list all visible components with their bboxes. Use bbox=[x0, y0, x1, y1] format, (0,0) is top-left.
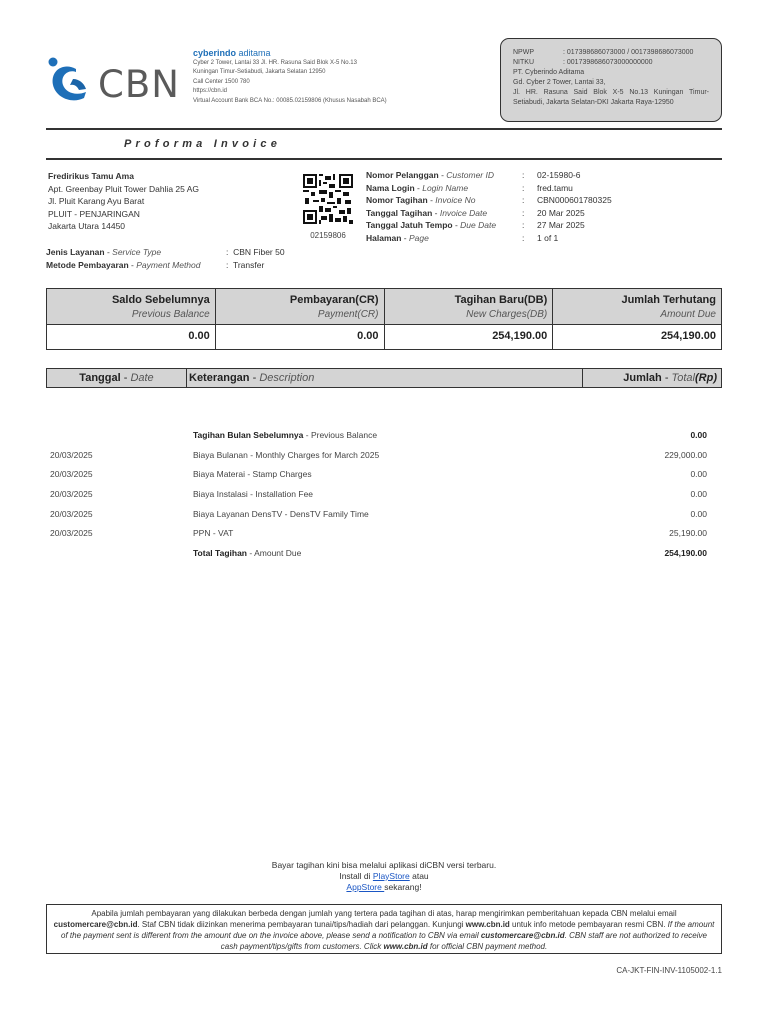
invoice-meta: Nomor Pelanggan - Customer ID : 02-15980-6 Nama Login - Login Name : fred.tamu Nomor Tagihan - Invoice No : CBN000601780325 Tanggal Tagihan - Invoice Date : 20 Mar 2025 Tanggal Jatuh Tempo - Due Date : 27 Mar 2025 Halaman - Page : 1 of 1 bbox=[366, 170, 612, 243]
service-info: Jenis Layanan - Service Type : CBN Fiber 50 Metode Pembayaran - Payment Method : Transfer bbox=[46, 247, 285, 270]
tax-info-box: NPWP : 017398686073000 / 0017398686073000 NITKU : 0017398686073000000000 PT. Cyberindo Aditama Gd. Cyber 2 Tower, Lantai 33, Jl. HR. Rasuna Said Blok X-5 No.13 Kuningan Timur-Setiabudi, Jakarta Selatan-DKI Jakarta Raya-12950 bbox=[500, 38, 722, 122]
company-info bbox=[193, 47, 493, 106]
detail-header-date: Tanggal - Date bbox=[47, 369, 187, 387]
playstore-link[interactable]: PlayStore bbox=[372, 871, 410, 881]
list-item: 20/03/2025 Biaya Layanan DensTV - DensTV Family Time 0.00 bbox=[50, 508, 707, 519]
list-item: Tagihan Bulan Sebelumnya - Previous Balance 0.00 bbox=[193, 430, 707, 440]
list-item: Total Tagihan - Amount Due 254,190.00 bbox=[193, 548, 707, 559]
summary-header: Pembayaran(CR) Payment(CR) bbox=[216, 289, 385, 324]
qr-number: 02159806 bbox=[310, 231, 346, 240]
company-line: Virtual Account Bank BCA No.: 00085.02159806 (Khusus Nasabah BCA) bbox=[193, 97, 387, 104]
company-name: cyberindo aditama bbox=[193, 48, 271, 58]
detail-header bbox=[46, 368, 722, 388]
summary-header: Saldo Sebelumnya Previous Balance bbox=[47, 289, 216, 324]
list-item: 20/03/2025 Biaya Materai - Stamp Charges 0.00 bbox=[50, 469, 707, 480]
detail-header-description: Keterangan - Description bbox=[187, 369, 583, 387]
list-item: 20/03/2025 Biaya Bulanan - Monthly Charges for March 2025 229,000.00 bbox=[50, 449, 707, 460]
summary-value: 254,190.00 bbox=[660, 330, 716, 343]
logo-text: CBN bbox=[98, 63, 180, 106]
summary-value: 0.00 bbox=[47, 325, 216, 349]
customer-name: Fredirikus Tamu Ama bbox=[48, 171, 134, 181]
logo-dot-icon bbox=[49, 58, 58, 67]
line-items bbox=[46, 428, 722, 566]
header-divider bbox=[46, 128, 722, 130]
company-line: Kuningan Timur-Setiabudi, Jakarta Selatan 12950 bbox=[193, 69, 326, 76]
summary-header: Jumlah Terhutang Amount Due bbox=[621, 294, 716, 320]
summary-table bbox=[46, 288, 722, 350]
company-line: Cyber 2 Tower, Lantai 33 Jl. HR. Rasuna Said Blok X-5 No.13 bbox=[193, 60, 357, 66]
list-item: 20/03/2025 Biaya Instalasi - Installation Fee 0.00 bbox=[50, 489, 707, 500]
page-title: Proforma Invoice bbox=[124, 138, 282, 150]
document-reference: CA-JKT-FIN-INV-1105002-1.1 bbox=[616, 966, 722, 975]
payment-notice: Apabila jumlah pembayaran yang dilakukan berbeda dengan jumlah yang tertera pada tagihan di atas, harap mengirimkan pemberitahuan kepada CBN melalui email customercare@cbn.id. Staf CBN tidak diizinkan menerima pembayaran tunai/tips/hadiah dari pelanggan. Kunjungi www.cbn.id untuk info metode pembayaran resmi CBN. If the amount of the payment sent is different from the amount due on the invoice above, please send a notification to CBN via email customercare@cbn.id. CBN staff are not authorized to receive cash payment/tips/gifts from customers. Click www.cbn.id for official CBN payment method. bbox=[46, 904, 722, 954]
app-note: Bayar tagihan kini bisa melalui aplikasi diCBN versi terbaru. Install di PlayStore atau AppStore sekarang! bbox=[271, 860, 497, 892]
appstore-link[interactable]: AppStore bbox=[346, 882, 385, 892]
cbn-logo bbox=[46, 52, 186, 110]
company-line: Call Center 1500 780 bbox=[193, 78, 250, 85]
title-divider bbox=[46, 158, 722, 160]
company-line: https://cbn.id bbox=[193, 88, 228, 95]
detail-header-amount: Jumlah - Total(Rp) bbox=[623, 372, 717, 384]
list-item: 20/03/2025 PPN - VAT 25,190.00 bbox=[50, 528, 707, 539]
qr-code-icon bbox=[303, 174, 353, 224]
customer-address: Fredirikus Tamu Ama Apt. Greenbay Pluit Tower Dahlia 25 AG Jl. Pluit Karang Ayu Barat PLUIT - PENJARINGAN Jakarta Utara 14450 bbox=[48, 171, 200, 231]
summary-value: 254,190.00 bbox=[385, 325, 554, 349]
summary-header: Tagihan Baru(DB) New Charges(DB) bbox=[385, 289, 554, 324]
summary-value: 0.00 bbox=[216, 325, 385, 349]
